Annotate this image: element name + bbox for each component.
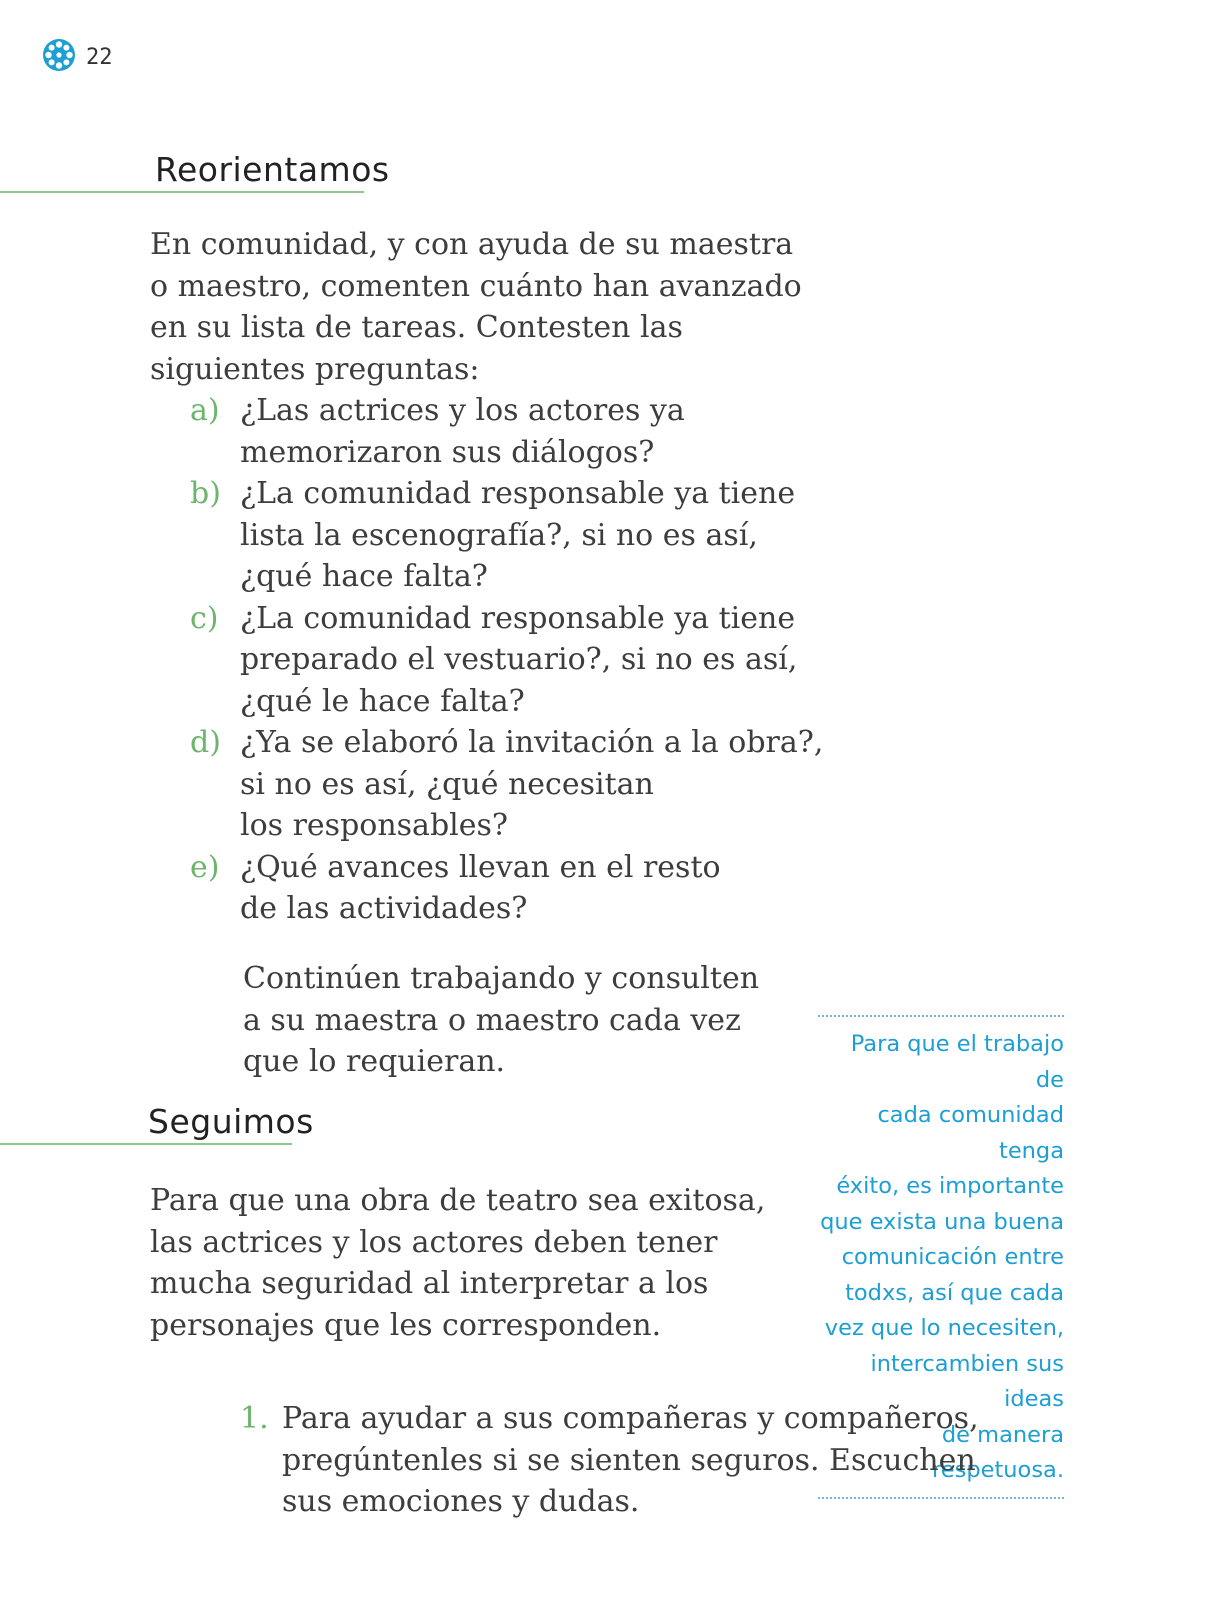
list-item: [190, 390, 830, 473]
question-line: si no es así, ¿qué necesitan: [240, 766, 654, 802]
list-marker: d): [190, 725, 221, 760]
tip-line: comunicación entre: [841, 1244, 1064, 1270]
list-item: [190, 598, 830, 723]
question-line: los responsables?: [240, 808, 508, 843]
list-item: [190, 473, 830, 598]
heading-underline: [0, 191, 364, 193]
flower-badge-icon: [42, 38, 76, 76]
section1-closing: [243, 958, 803, 1083]
question-line: de las actividades?: [240, 891, 528, 926]
numbered-step: [240, 1398, 1000, 1523]
question-line: ¿La comunidad responsable ya tiene: [240, 476, 796, 511]
intro-line: En comunidad, y con ayuda de su maestra: [150, 227, 794, 262]
list-marker: b): [190, 476, 221, 511]
step-line: Para ayudar a sus compañeras y compañeros,: [282, 1401, 979, 1436]
section2-intro: [150, 1180, 830, 1346]
question-line: ¿La comunidad responsable ya tiene: [240, 600, 796, 636]
intro-line: siguientes preguntas:: [150, 351, 480, 387]
intro-line: en su lista de tareas. Contesten las: [150, 310, 683, 345]
page-number-text: 22: [86, 44, 113, 70]
step-line: sus emociones y dudas.: [282, 1484, 640, 1519]
question-line: ¿Las actrices y los actores ya: [240, 393, 685, 428]
tip-line: cada comunidad tenga: [877, 1102, 1064, 1164]
list-marker: a): [190, 393, 220, 428]
tip-line: de manera respetuosa.: [932, 1421, 1064, 1483]
tip-line: vez que lo necesiten,: [824, 1315, 1064, 1341]
tip-line: Para que el trabajo de: [850, 1031, 1064, 1093]
list-marker: c): [190, 600, 219, 636]
intro-line: mucha seguridad al interpretar a los: [150, 1266, 709, 1301]
section-heading-reorientamos: Reorientamos: [155, 150, 390, 189]
question-line: preparado el vestuario?, si no es así,: [240, 642, 798, 677]
heading-underline: [0, 1143, 292, 1145]
question-line: ¿qué hace falta?: [240, 559, 488, 594]
tip-line: éxito, es importante: [836, 1173, 1064, 1199]
list-marker: e): [190, 849, 220, 885]
list-item: [190, 847, 830, 930]
intro-line: Para que una obra de teatro sea exitosa,: [150, 1183, 766, 1218]
question-line: memorizaron sus diálogos?: [240, 434, 655, 470]
tip-line: que exista una buena: [820, 1208, 1064, 1235]
page-number: [42, 38, 113, 76]
closing-line: a su maestra o maestro cada vez: [243, 1002, 741, 1038]
list-item: [190, 722, 830, 847]
closing-line: que lo requieran.: [243, 1044, 506, 1079]
tip-line: intercambien sus ideas: [870, 1350, 1064, 1412]
step-line: pregúntenles si se sienten seguros. Escuchen: [282, 1442, 976, 1478]
question-line: ¿Ya se elaboró la invitación a la obra?,: [240, 725, 824, 760]
intro-line: personajes que les corresponden.: [150, 1307, 662, 1343]
closing-line: Continúen trabajando y consulten: [243, 961, 760, 996]
question-line: ¿Qué avances llevan en el resto: [240, 849, 721, 885]
question-list: [190, 390, 830, 930]
intro-line: las actrices y los actores deben tener: [150, 1224, 718, 1260]
step-marker: 1.: [240, 1401, 269, 1436]
section-heading-seguimos: Seguimos: [148, 1102, 314, 1141]
question-line: ¿qué le hace falta?: [240, 683, 525, 719]
question-line: lista la escenografía?, si no es así,: [240, 517, 758, 553]
tip-line: todxs, así que cada: [845, 1279, 1064, 1306]
section1-intro: [150, 224, 830, 390]
intro-line: o maestro, comenten cuánto han avanzado: [150, 268, 802, 304]
